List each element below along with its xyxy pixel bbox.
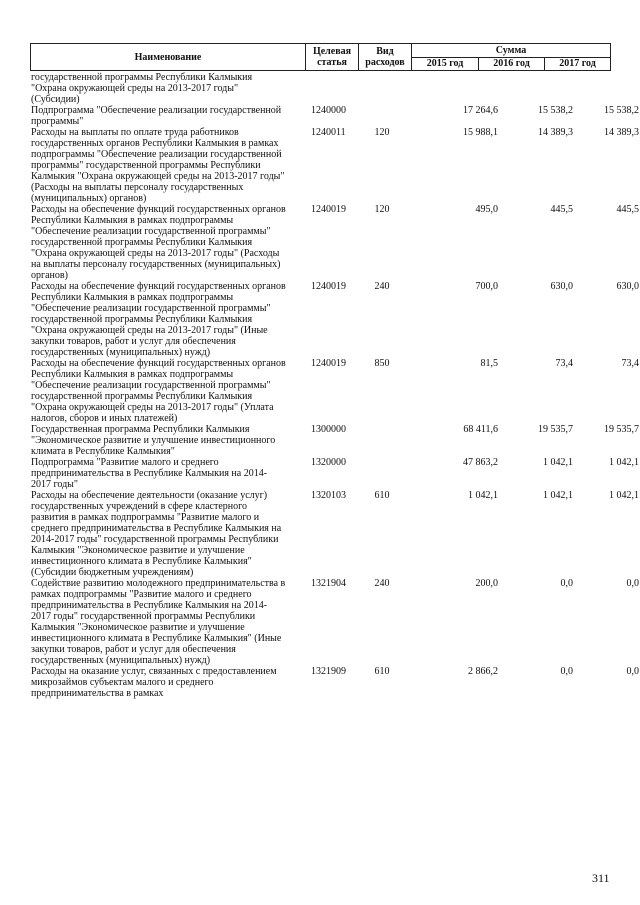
row-value-2015: 15 988,1 [463, 127, 498, 138]
table-row [31, 281, 639, 358]
row-value-2016: 19 535,7 [538, 424, 573, 435]
row-kind: 240 [374, 578, 390, 589]
row-code: 1321904 [311, 578, 346, 589]
row-value-2015: 68 411,6 [463, 424, 498, 435]
row-code: 1321909 [311, 666, 346, 677]
row-name: Расходы на оказание услуг, связанных с предоставлением микрозаймов субъектам малого и среднего предпринимательства в рамках [31, 666, 277, 699]
table-row [31, 424, 639, 457]
row-kind: 120 [374, 127, 390, 138]
row-value-2016: 445,5 [550, 204, 573, 215]
row-kind: 610 [374, 490, 390, 501]
row-value-2017: 15 538,2 [604, 105, 639, 116]
row-value-2015: 700,0 [475, 281, 498, 292]
row-name: Подпрограмма "Обеспечение реализации государственной программы" [31, 105, 282, 127]
row-kind: 610 [374, 666, 390, 677]
table-row [31, 105, 639, 127]
row-code: 1320103 [311, 490, 346, 501]
table-row [31, 490, 639, 578]
row-name: Расходы на обеспечение функций государственных органов Республики Калмыкия в рамках подпрограммы "Обеспечение реализации государственной программы" государственной программы Республики Калмыкия "Охрана окружающей среды на 2013-2017 годы" (Уплата налогов, сборов и иных платежей) [31, 358, 286, 424]
row-value-2017: 73,4 [621, 358, 639, 369]
row-value-2017: 445,5 [616, 204, 639, 215]
row-code: 1240019 [311, 204, 346, 215]
row-value-2017: 0,0 [626, 666, 639, 677]
header-year-2015: 2015 год [412, 57, 479, 71]
header-sum: Сумма [412, 44, 611, 58]
row-value-2017: 0,0 [626, 578, 639, 589]
row-value-2015: 2 866,2 [468, 666, 498, 677]
row-value-2016: 0,0 [560, 578, 573, 589]
header-kind-line2: расходов [365, 57, 405, 68]
row-code: 1240000 [311, 105, 346, 116]
table-row [31, 204, 639, 281]
table-row [31, 457, 639, 490]
row-value-2016: 0,0 [560, 666, 573, 677]
row-kind: 240 [374, 281, 390, 292]
row-value-2015: 1 042,1 [468, 490, 498, 501]
row-name: Расходы на обеспечение функций государственных органов Республики Калмыкия в рамках подпрограммы "Обеспечение реализации государственной программы" государственной программы Республики Калмыкия "Охрана окружающей среды на 2013-2017 годы" (Расходы на выплаты персоналу государственных (муниципальных) органов) [31, 204, 286, 281]
row-code: 1320000 [311, 457, 346, 468]
row-value-2017: 19 535,7 [604, 424, 639, 435]
row-value-2015: 17 264,6 [463, 105, 498, 116]
page-number: 311 [592, 871, 610, 885]
row-value-2015: 495,0 [475, 204, 498, 215]
header-kind-line1: Вид [376, 46, 394, 57]
row-kind: 850 [374, 358, 390, 369]
table-row [31, 666, 639, 699]
header-year-2017: 2017 год [545, 57, 611, 71]
row-value-2015: 81,5 [480, 358, 498, 369]
table-row [31, 72, 611, 105]
row-kind: 120 [374, 204, 390, 215]
row-code: 1300000 [311, 424, 346, 435]
table-header [30, 43, 611, 71]
row-value-2017: 1 042,1 [609, 490, 639, 501]
header-target [306, 44, 359, 71]
row-name: государственной программы Республики Калмыкия "Охрана окружающей среды на 2013-2017 годы" (Субсидии) [31, 72, 253, 105]
header-target-line2: статья [317, 57, 347, 68]
table-row [31, 127, 639, 204]
row-value-2016: 1 042,1 [543, 457, 573, 468]
row-value-2017: 14 389,3 [604, 127, 639, 138]
row-name: Расходы на обеспечение функций государственных органов Республики Калмыкия в рамках подпрограммы "Обеспечение реализации государственной программы" государственной программы Республики Калмыкия "Охрана окружающей среды на 2013-2017 годы" (Иные закупки товаров, работ и услуг для обеспечения государственных (муниципальных) нужд) [31, 281, 286, 358]
row-value-2016: 1 042,1 [543, 490, 573, 501]
row-value-2016: 630,0 [550, 281, 573, 292]
row-value-2016: 73,4 [555, 358, 573, 369]
row-value-2016: 15 538,2 [538, 105, 573, 116]
header-kind [359, 44, 412, 71]
row-value-2015: 200,0 [475, 578, 498, 589]
header-year-2016: 2016 год [479, 57, 545, 71]
row-name: Государственная программа Республики Калмыкия "Экономическое развитие и улучшение инвестиционного климата в Республике Калмыкия" [31, 424, 276, 457]
row-code: 1240011 [311, 127, 346, 138]
row-name: Подпрограмма "Развитие малого и среднего предпринимательства в Республике Калмыкия на 2014-2017 годы" [31, 457, 268, 490]
table-row [31, 358, 639, 424]
row-name: Расходы на выплаты по оплате труда работников государственных органов Республики Калмыкия в рамках подпрограммы "Обеспечение реализации государственной программы" государственной программы Республики Калмыкия "Охрана окружающей среды на 2013-2017 годы" (Расходы на выплаты персоналу государственных (муниципальных) органов) [31, 127, 285, 204]
row-name: Содействие развитию молодежного предпринимательства в рамках подпрограммы "Развитие малого и среднего предпринимательства в Республике Калмыкия на 2014-2017 годы" государственной программы Республики Калмыкия "Экономическое развитие и улучшение инвестиционного климата в Республике Калмыкия" (Иные закупки товаров, работ и услуг для обеспечения государственных (муниципальных) нужд) [31, 578, 286, 666]
row-code: 1240019 [311, 358, 346, 369]
row-value-2015: 47 863,2 [463, 457, 498, 468]
table-row [31, 578, 639, 666]
table-body [31, 72, 639, 699]
row-name: Расходы на обеспечение деятельности (оказание услуг) государственных учреждений в сфере кластерного развития в рамках подпрограммы "Развитие малого и среднего предпринимательства в Республике Калмыкия на 2014-2017 годы" государственной программы Республики Калмыкия "Экономическое развитие и улучшение инвестиционного климата в Республике Калмыкия"(Субсидии бюджетным учреждениям) [31, 490, 282, 578]
row-value-2017: 1 042,1 [609, 457, 639, 468]
row-value-2016: 14 389,3 [538, 127, 573, 138]
header-name: Наименование [31, 44, 306, 71]
row-code: 1240019 [311, 281, 346, 292]
row-value-2017: 630,0 [616, 281, 639, 292]
header-target-line1: Целевая [312, 46, 352, 57]
